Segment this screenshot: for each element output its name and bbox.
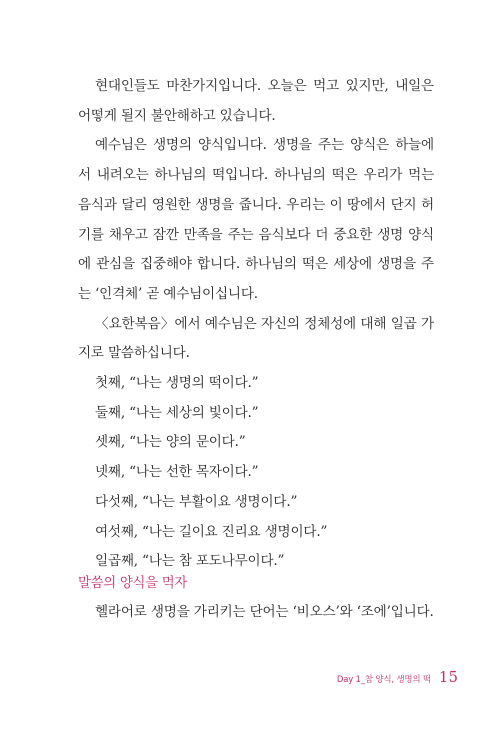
section-paragraph: 헬라어로 생명을 가리키는 단어는 ‘비오스’와 ‘조에’입니다. (95, 604, 434, 620)
list-item: 여섯째, “나는 길이요 진리요 생명이다.” (95, 523, 328, 540)
list-item: 둘째, “나는 세상의 빛이다.” (95, 404, 259, 421)
section-heading: 말씀의 양식을 먹자 (78, 576, 187, 591)
list-item: 넷째, “나는 선한 목자이다.” (95, 464, 259, 481)
list-item: 일곱째, “나는 참 포도나무이다.” (95, 553, 285, 570)
section-body (78, 598, 434, 628)
paragraph-3: 〈요한복음〉에서 예수님은 자신의 정체성에 대해 일곱 가지로 말씀하십니다. (78, 315, 434, 362)
list-item: 다섯째, “나는 부활이요 생명이다.” (95, 493, 298, 510)
paragraph-2: 예수님은 생명의 양식입니다. 생명을 주는 양식은 하늘에서 내려오는 하나님의 떡입니다. 하나님의 떡은 우리가 먹는 음식과 달리 영원한 생명을 줍니다. 우리는 이 땅에서 단지 허기를 채우고 잠깐 만족을 주는 음식보다 더 중요한 생명 양식에 관심을 집중해야 합니다. 하나님의 떡은 세상에 생명을 주는 ‘인격체’ 곧 예수님이십니다. (78, 137, 434, 302)
page-number: 15 (438, 668, 458, 686)
list-item: 셋째, “나는 양의 문이다.” (95, 434, 246, 451)
list-item: 첫째, “나는 생명의 떡이다.” (95, 375, 259, 392)
paragraph-1: 현대인들도 마찬가지입니다. 오늘은 먹고 있지만, 내일은 어떻게 될지 불안해하고 있습니다. (78, 78, 434, 124)
body-text (78, 72, 434, 577)
page-footer (337, 668, 458, 686)
running-footer-title: Day 1_참 양식, 생명의 떡 (336, 675, 431, 685)
identity-list (78, 369, 434, 577)
